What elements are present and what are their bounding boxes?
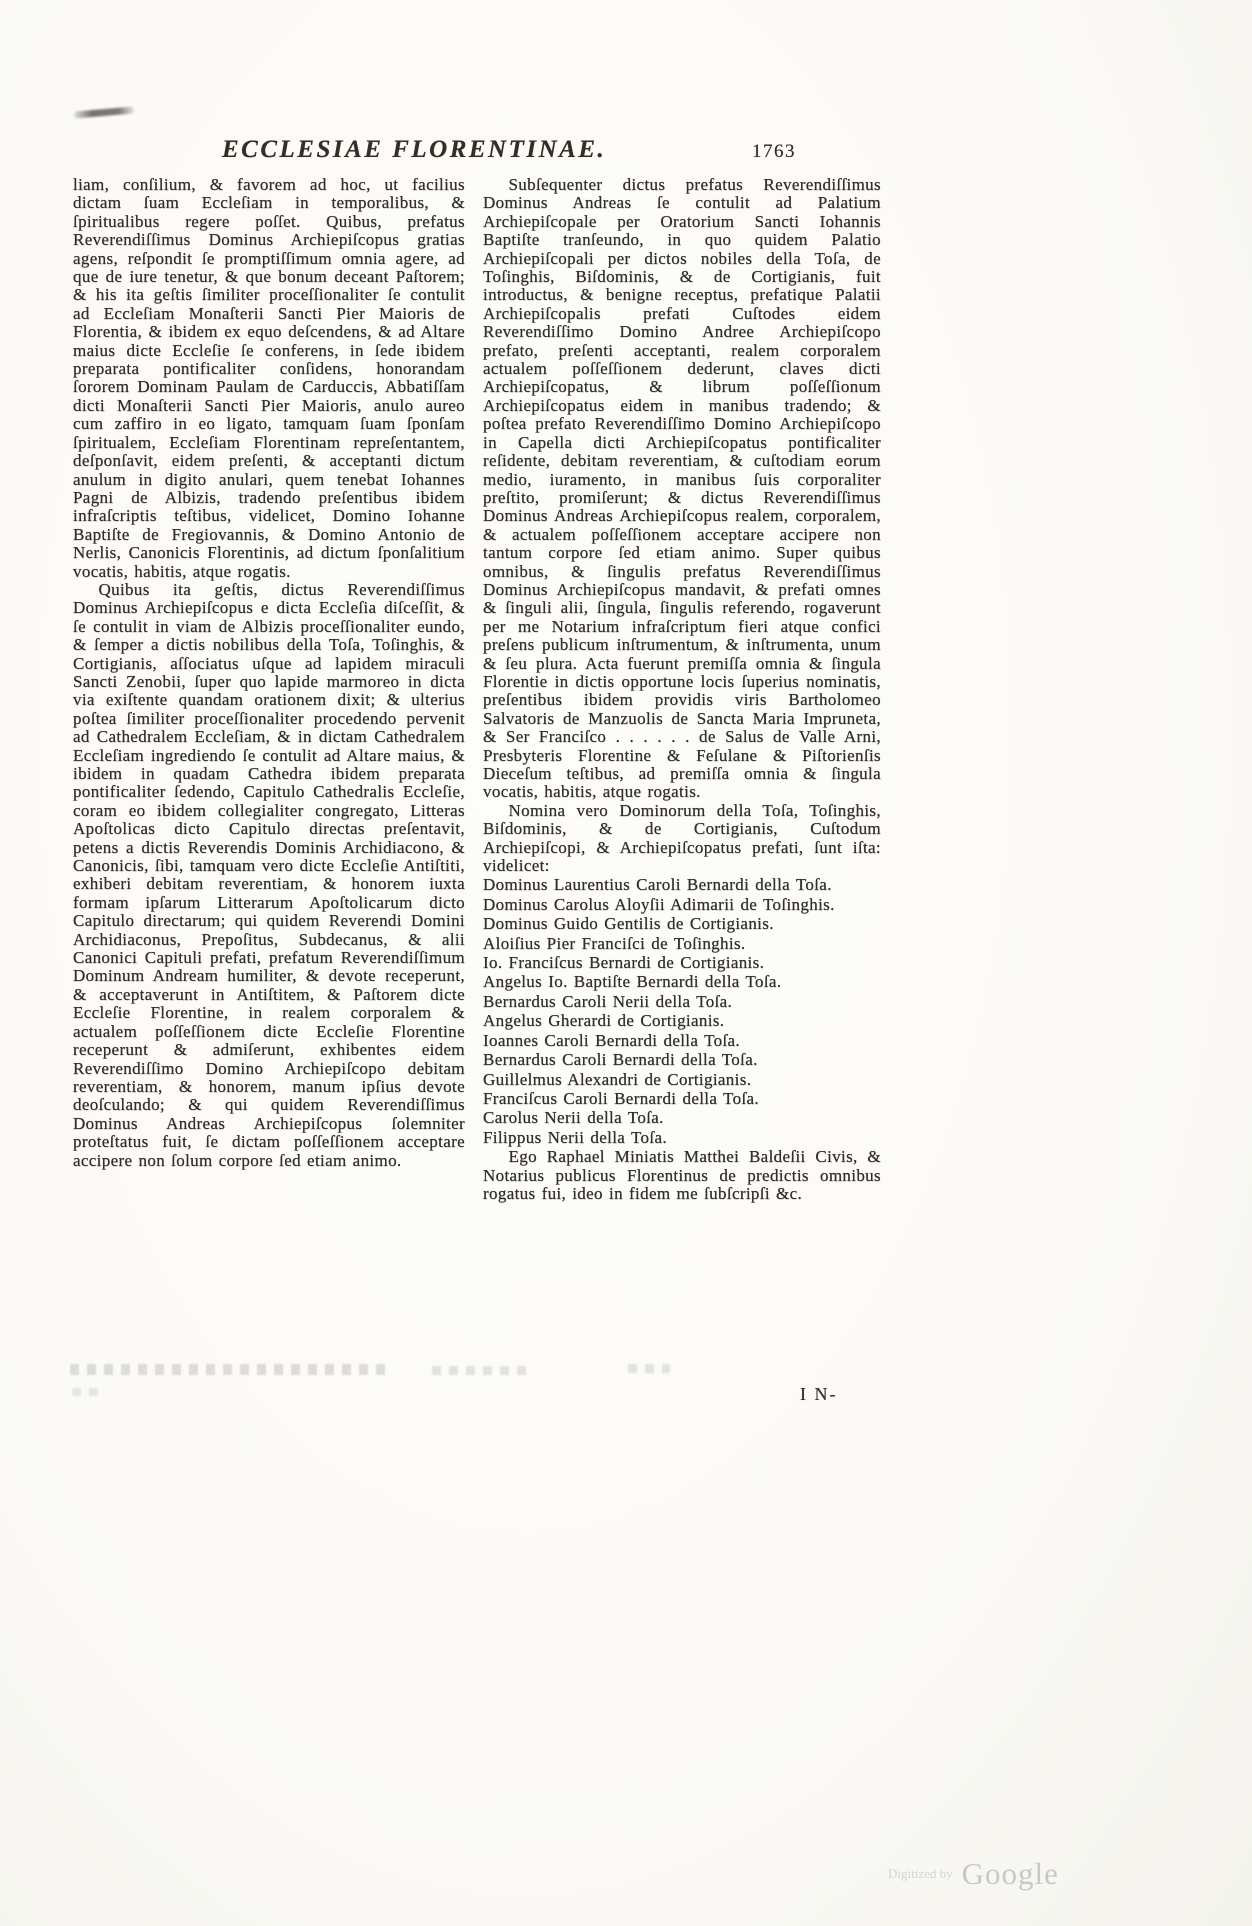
page-number: 1763 [752,141,796,162]
left-column [73,176,465,1170]
names-intro: Nomina vero Dominorum della Toſa, Toſinghis, Biſdominis, & de Cortigianis, Cuſtodum Archiepiſcopi, & Archiepiſcopatus prefati, ſunt iſta: videlicet: [483,800,881,876]
list-item-name: Dominus Carolus Aloyſii Adimarii de Toſinghis. [483,894,835,914]
list-item-name: Dominus Guido Gentilis de Cortigianis. [483,914,774,934]
paragraph: Subſequenter dictus prefatus Reverendiſſimus Dominus Andreas ſe contulit ad Palatium Archiepiſcopale per Oratorium Sancti Iohannis Baptiſte tranſeundo, in quo quidem Palatio Archiepiſcopali per dictos nobiles della Toſa, de Toſinghis, Biſdominis, & de Cortigianis, fuit introductus, & benigne receptus, prefatique Palatii Archiepiſcopalis prefati Cuſtodes eidem Reverendiſſimo Domino Andree Archiepiſcopo prefato, preſenti acceptanti, realem corporalem actualem poſſeſſionem dederunt, claves dicti Archiepiſcopatus, & librum poſſeſſionum Archiepiſcopatus eidem in manibus tradendo; & poſtea prefato Reverendiſſimo Domino Archiepiſcopo in Capella dicti Archiepiſcopatus pontificaliter reſidente, debitam reverentiam, & cuſtodiam eorum medio, iuramento, in manibus ſuis corporaliter preſtito, promiſerunt; & dictus Reverendiſſimus Dominus Andreas Archiepiſcopus realem, corporalem, & actualem poſſeſſionem acceptare accipere non tantum corpore ſed etiam animo. Super quibus omnibus, & ſingulis prefatus Reverendiſſimus Dominus Archiepiſcopus mandavit, & prefati omnes & ſinguli alii, ſingula, ſingulis referendo, rogaverunt per me Notarium infraſcriptum fieri atque confici preſens publicum inſtrumentum, & inſtrumenta, unum & ſeu plura. Acta fuerunt premiſſa omnia & ſingula Florentie in dictis opportune locis ſuperius nominatis, preſentibus ibidem providis viris Bartholomeo Salvatoris de Manzuolis de Sancta Maria Impruneta, & Ser Franciſco . . . . . . de Salus de Valle Arni, Presbyteris Florentine & Feſulane & Piſtorienſis Dieceſum teſtibus, ad premiſſa omnia & ſingula vocatis, habitis, atque rogatis. [483,175,881,802]
closing-paragraph: Ego Raphael Miniatis Matthei Baldeſii Civis, & Notarius publicus Florentinus de predictis omnibus rogatus fui, ideo in fidem me ſubſcripſi &c. [483,1147,881,1203]
list-item-name: Franciſcus Caroli Bernardi della Toſa. [483,1088,760,1108]
right-column [483,176,881,1203]
list-item-name: Angelus Gherardi de Cortigianis. [483,1011,725,1031]
list-item-name: Aloiſius Pier Franciſci de Toſinghis. [483,933,746,953]
google-logo: Google [961,1856,1059,1891]
list-item-name: Carolus Nerii della Toſa. [483,1108,664,1128]
list-item-name: Filippus Nerii della Toſa. [483,1127,667,1147]
list-item-name: Guillelmus Alexandri de Cortigianis. [483,1069,752,1089]
ink-smudge [74,106,134,118]
catchword: I N- [800,1384,838,1404]
pencil-smudge [432,1366,530,1375]
pencil-smudge [72,1388,98,1396]
list-item-name: Ioannes Caroli Bernardi della Toſa. [483,1030,741,1050]
google-watermark [888,1856,1059,1892]
list-item-name: Io. Franciſcus Bernardi de Cortigianis. [483,953,765,973]
watermark-label: Digitized by [888,1866,953,1881]
running-title: ECCLESIAE FLORENTINAE. [222,136,607,163]
paragraph: Quibus ita geſtis, dictus Reverendiſſimus Dominus Archiepiſcopus e dicta Eccleſia diſceſſit, & ſe contulit in viam de Albizis proceſſionaliter eundo, & ſemper a dictis nobilibus della Toſa, Toſinghis, & Cortigianis, aſſociatus uſque ad lapidem miraculi Sancti Zenobii, ſuper quo lapide marmoreo in dicta via exiſtente quandam orationem dixit; & ulterius poſtea ſimiliter proceſſionaliter procedendo pervenit ad Cathedralem Eccleſiam, & in dictam Cathedralem Eccleſiam ingrediendo ſe contulit ad Altare maius, & ibidem in quadam Cathedra ibidem preparata pontificaliter ſedendo, Capitulo Cathedralis Eccleſie, coram eo ibidem collegialiter congregato, Litteras Apoſtolicas dicto Capitulo directas preſentavit, petens a dictis Reverendis Dominis Archidiacono, & Canonicis, ſibi, tamquam vero dicte Eccleſie Antiſtiti, exhiberi debitam reverentiam, & honorem iuxta formam ipſarum Litterarum Apoſtolicarum dicto Capitulo directarum; qui quidem Reverendi Domini Archidiaconus, Prepoſitus, Subdecanus, & alii Canonici Capituli prefati, prefatum Reverendiſſimum Dominum Andream humiliter, & devote receperunt, & acceptaverunt in Antiſtitem, & Paſtorem dicte Eccleſie Florentine, in realem corporalem & actualem poſſeſſionem dicte Eccleſie Florentine receperunt & admiſerunt, exhibentes eidem Reverendiſſimo Domino Archiepiſcopo debitam reverentiam, & honorem, manum ipſius devote deoſculando; & qui quidem Reverendiſſimus Dominus Andreas Archiepiſcopus ſolemniter proteſtatus fuit, ſe dictam poſſeſſionem acceptare accipere non ſolum corpore ſed etiam animo. [73,579,465,1170]
pencil-smudge [628,1364,670,1373]
paragraph: liam, conſilium, & favorem ad hoc, ut facilius dictam ſuam Eccleſiam in temporalibus, & ſpiritualibus regere poſſet. Quibus, prefatus Reverendiſſimus Dominus Archiepiſcopus gratias agens, reſpondit ſe promptiſſimum omnia agere, ad que de iure tenetur, & que bonum deceant Paſtorem; & his ita geſtis ſimiliter proceſſionaliter ſe contulit ad Eccleſiam Monaſterii Sancti Pier Maioris de Florentia, & ibidem ex equo deſcendens, & ad Altare maius dicte Eccleſie ſe conferens, in ſede ibidem preparata pontificaliter conſidens, honorandam ſororem Dominam Paulam de Carduccis, Abbatiſſam dicti Monaſterii Sancti Pier Maioris, anulo aureo cum zaffiro in eo ligato, tamquam ſuam ſponſam ſpiritualem, Eccleſiam Florentinam repreſentantem, deſponſavit, eidem preſenti, & acceptanti dictum anulum in digito anulari, quem tenebat Iohannes Pagni de Albizis, tradendo preſentibus ibidem infraſcriptis teſtibus, videlicet, Domino Iohanne Baptiſte de Fregiovannis, & Domino Antonio de Nerlis, Canonicis Florentinis, ad dictum ſponſalitium vocatis, habitis, atque rogatis. [73,175,465,581]
list-item-name: Bernardus Caroli Bernardi della Toſa. [483,1050,758,1070]
pencil-smudge [70,1364,392,1375]
list-item-name: Bernardus Caroli Nerii della Toſa. [483,991,733,1011]
names-list [483,876,881,1147]
list-item-name: Angelus Io. Baptiſte Bernardi della Toſa. [483,972,782,992]
list-item-name: Dominus Laurentius Caroli Bernardi della Toſa. [483,875,832,895]
